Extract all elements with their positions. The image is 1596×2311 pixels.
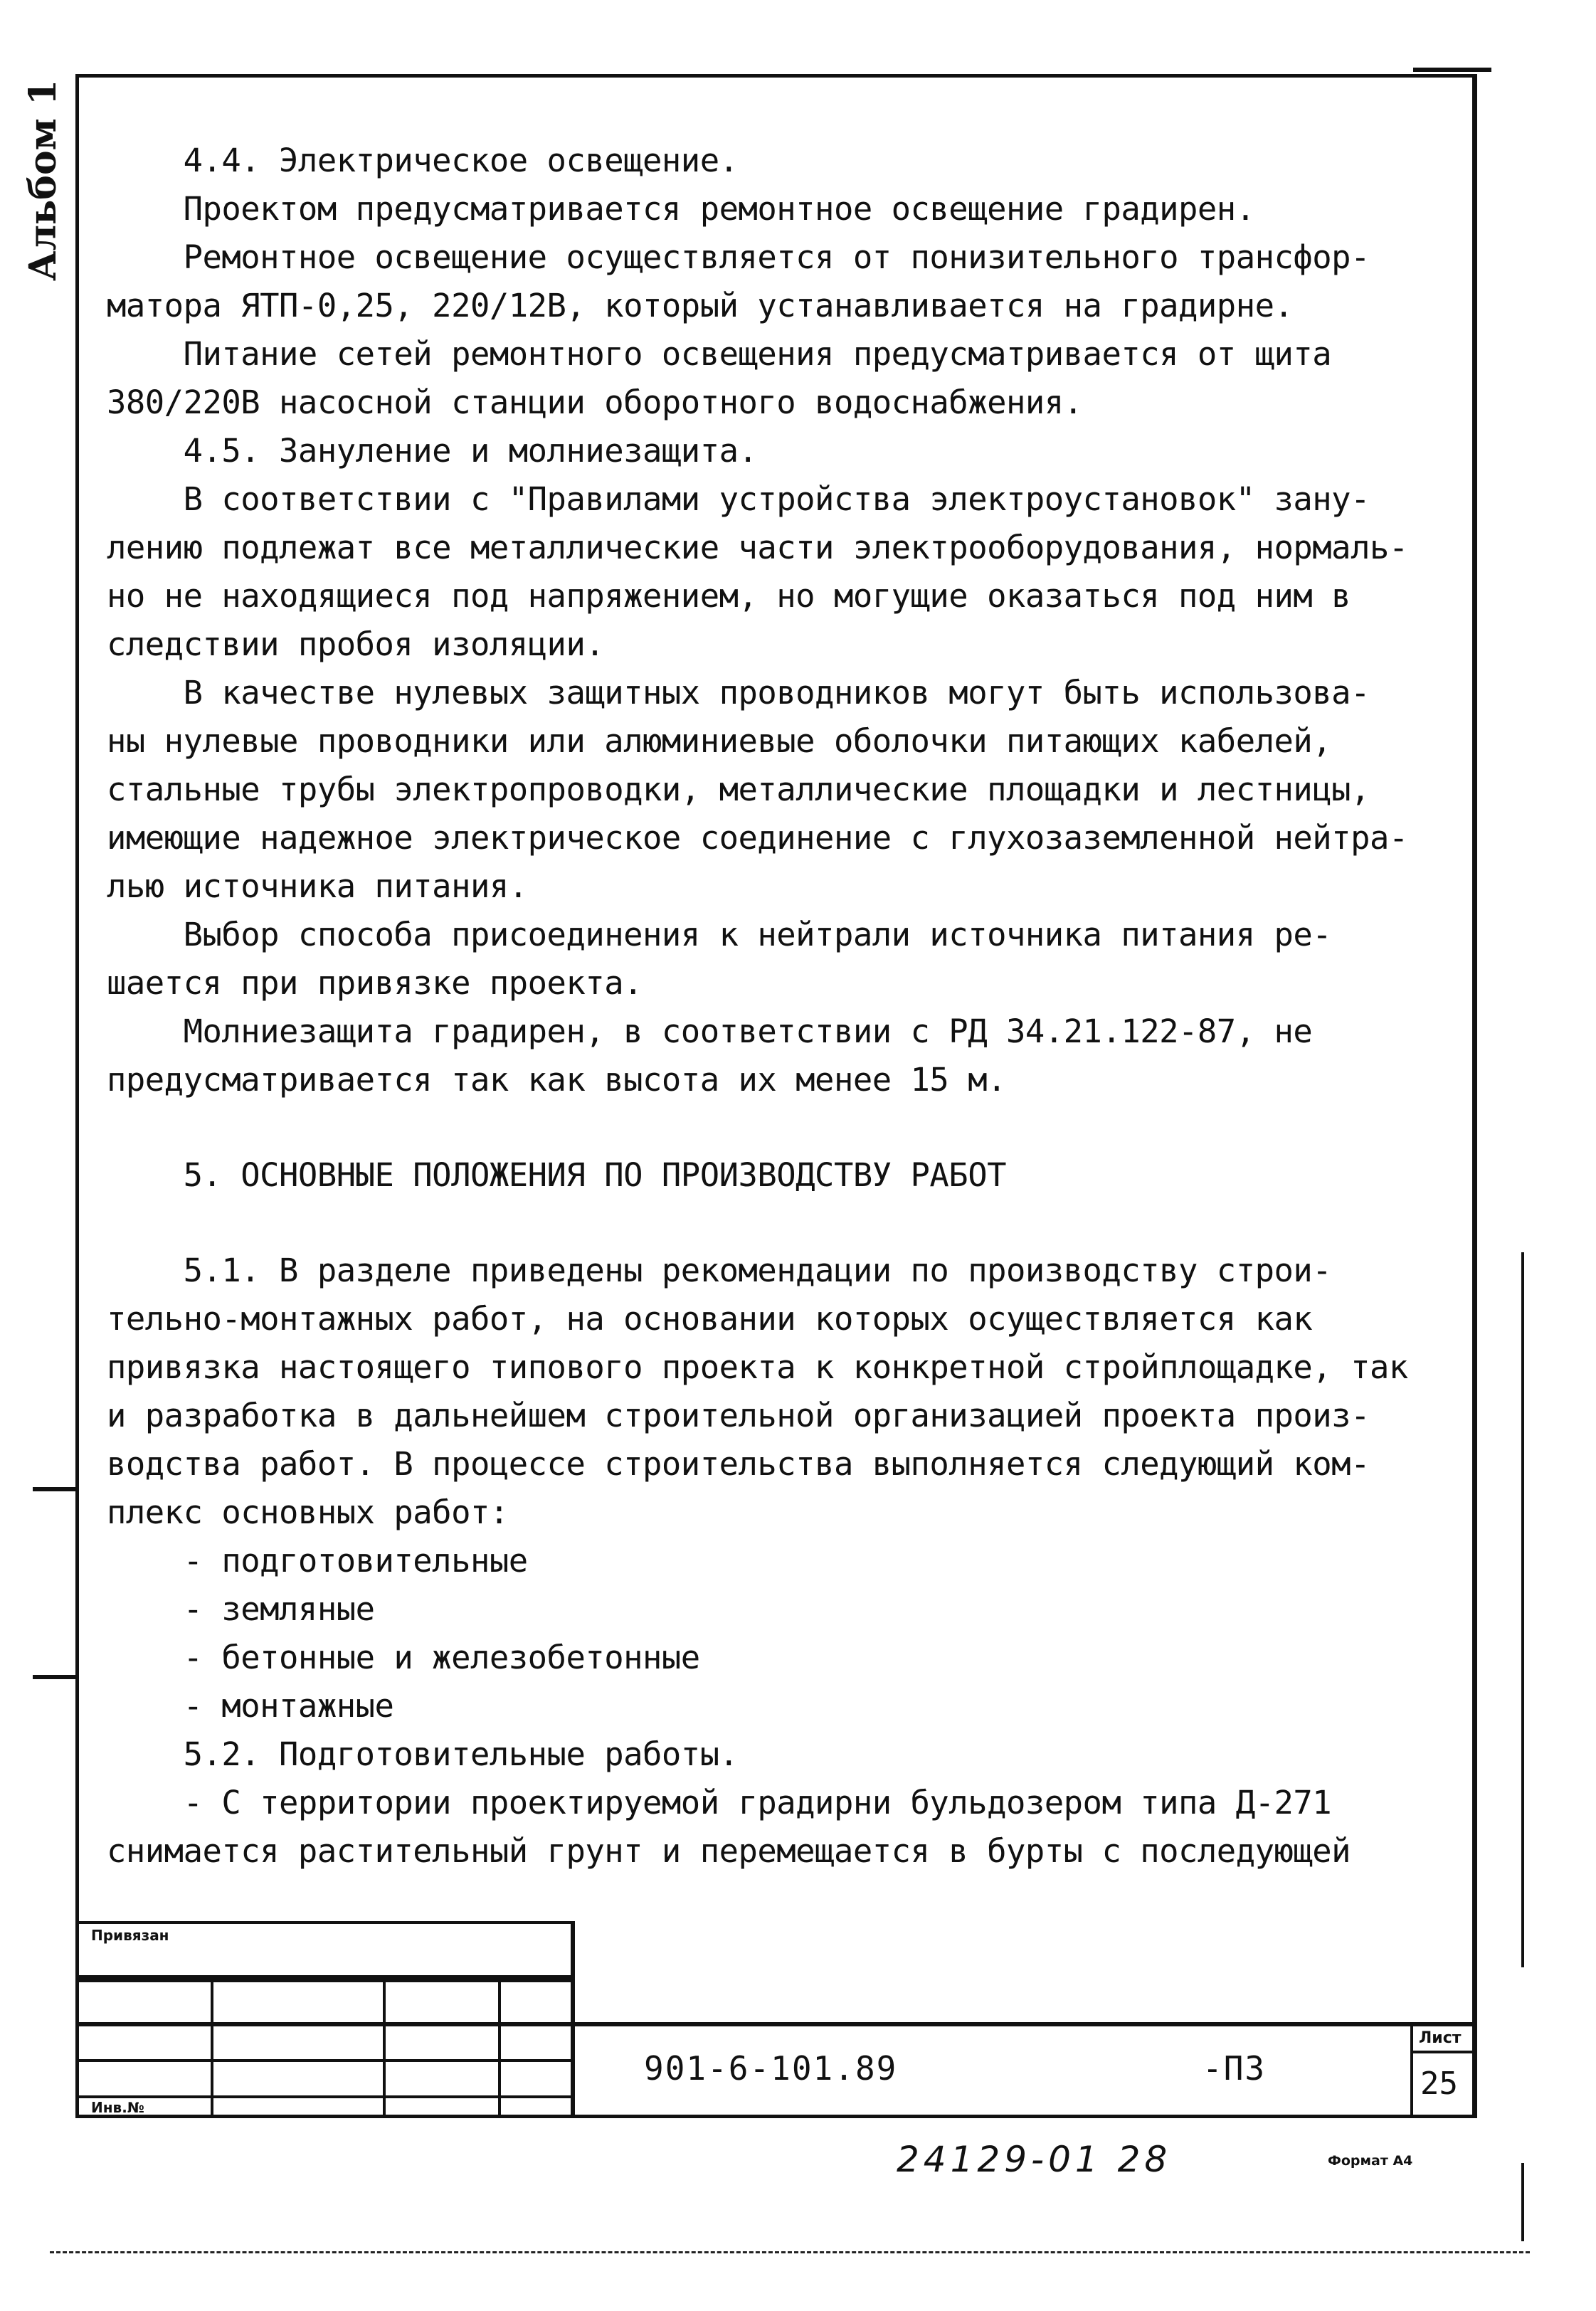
stamp-line <box>75 2022 1477 2026</box>
format-label: Формат А4 <box>1328 2153 1413 2169</box>
document-code: 901-6-101.89 <box>644 2049 898 2088</box>
list-item: - подготовительные <box>107 1542 528 1580</box>
stamp-line <box>1410 2051 1477 2053</box>
text-line: лению подлежат все металлические части электрооборудования, нормаль- <box>107 529 1408 566</box>
text-line: 5.2. Подготовительные работы. <box>107 1735 739 1773</box>
text-line: снимается растительный грунт и перемещается в бурты с последующей <box>107 1832 1351 1870</box>
text-line: Молниезащита градирен, в соответствии с РД 34.21.122-87, не <box>107 1012 1313 1050</box>
sheet-number: 25 <box>1420 2066 1458 2102</box>
scan-edge-line <box>1521 1252 1524 1967</box>
text-line: 5.1. В разделе приведены рекомендации по производству строи- <box>107 1252 1332 1289</box>
text-line: ны нулевые проводники или алюминиевые оболочки питающих кабелей, <box>107 722 1332 760</box>
text-line: шается при привязке проекта. <box>107 964 643 1002</box>
list-item: - бетонные и железобетонные <box>107 1639 700 1676</box>
text-line: лью источника питания. <box>107 867 528 905</box>
text-line: имеющие надежное электрическое соединение с глухозаземленной нейтра- <box>107 819 1408 857</box>
list-item: - монтажные <box>107 1687 394 1725</box>
document-suffix: -ПЗ <box>1203 2049 1267 2088</box>
text-line: предусматривается так как высота их менее 15 м. <box>107 1061 1006 1099</box>
stamp-line <box>571 1921 575 2118</box>
sheet-label: Лист <box>1419 2029 1462 2047</box>
frame-edge <box>1413 68 1491 72</box>
text-line: Питание сетей ремонтного освещения предусматривается от щита <box>107 335 1332 373</box>
margin-tick <box>33 1487 78 1491</box>
section-heading: 5. ОСНОВНЫЕ ПОЛОЖЕНИЯ ПО ПРОИЗВОДСТВУ РАБОТ <box>107 1156 1006 1194</box>
handwritten-number: 24129-01 28 <box>897 2139 1172 2180</box>
stamp-line <box>211 1981 213 2118</box>
text-line: но не находящиеся под напряжением, но могущие оказаться под ним в <box>107 577 1351 615</box>
body-text <box>107 137 1459 1876</box>
text-line: 380/220В насосной станции оборотного водоснабжения. <box>107 384 1083 421</box>
privyazan-label: Привязан <box>91 1927 169 1944</box>
text-line: следствии пробоя изоляции. <box>107 625 605 663</box>
text-line: Выбор способа присоединения к нейтрали источника питания ре- <box>107 916 1332 953</box>
text-line: В соответствии с "Правилами устройства электроустановок" зану- <box>107 480 1370 518</box>
text-line: стальные трубы электропроводки, металлические площадки и лестницы, <box>107 771 1370 808</box>
text-line: и разработка в дальнейшем строительной организацией проекта произ- <box>107 1397 1370 1434</box>
stamp-line <box>498 1981 501 2118</box>
text-line: привязка настоящего типового проекта к конкретной стройплощадке, так <box>107 1348 1408 1386</box>
text-line: матора ЯТП-0,25, 220/12В, который устанавливается на градирне. <box>107 287 1294 324</box>
cut-line <box>50 2251 1530 2253</box>
text-line: плекс основных работ: <box>107 1493 509 1531</box>
scan-edge-line <box>1521 2163 1524 2241</box>
margin-tick <box>33 1675 78 1679</box>
text-line: 4.5. Зануление и молниезащита. <box>107 432 758 470</box>
text-line: В качестве нулевых защитных проводников могут быть использова- <box>107 674 1370 712</box>
text-line: - С территории проектируемой градирни бульдозером типа Д-271 <box>107 1784 1332 1821</box>
text-line: Ремонтное освещение осуществляется от понизительного трансфор- <box>107 238 1370 276</box>
text-line: водства работ. В процессе строительства выполняется следующий ком- <box>107 1445 1370 1483</box>
text-line: тельно-монтажных работ, на основании которых осуществляется как <box>107 1300 1313 1338</box>
list-item: - земляные <box>107 1590 375 1628</box>
album-side-label: Альбом 1 <box>21 79 65 281</box>
text-line: 4.4. Электрическое освещение. <box>107 142 739 179</box>
inv-label: Инв.№ <box>91 2099 144 2116</box>
text-line: Проектом предусматривается ремонтное освещение градирен. <box>107 190 1255 228</box>
stamp-line <box>383 1981 386 2118</box>
